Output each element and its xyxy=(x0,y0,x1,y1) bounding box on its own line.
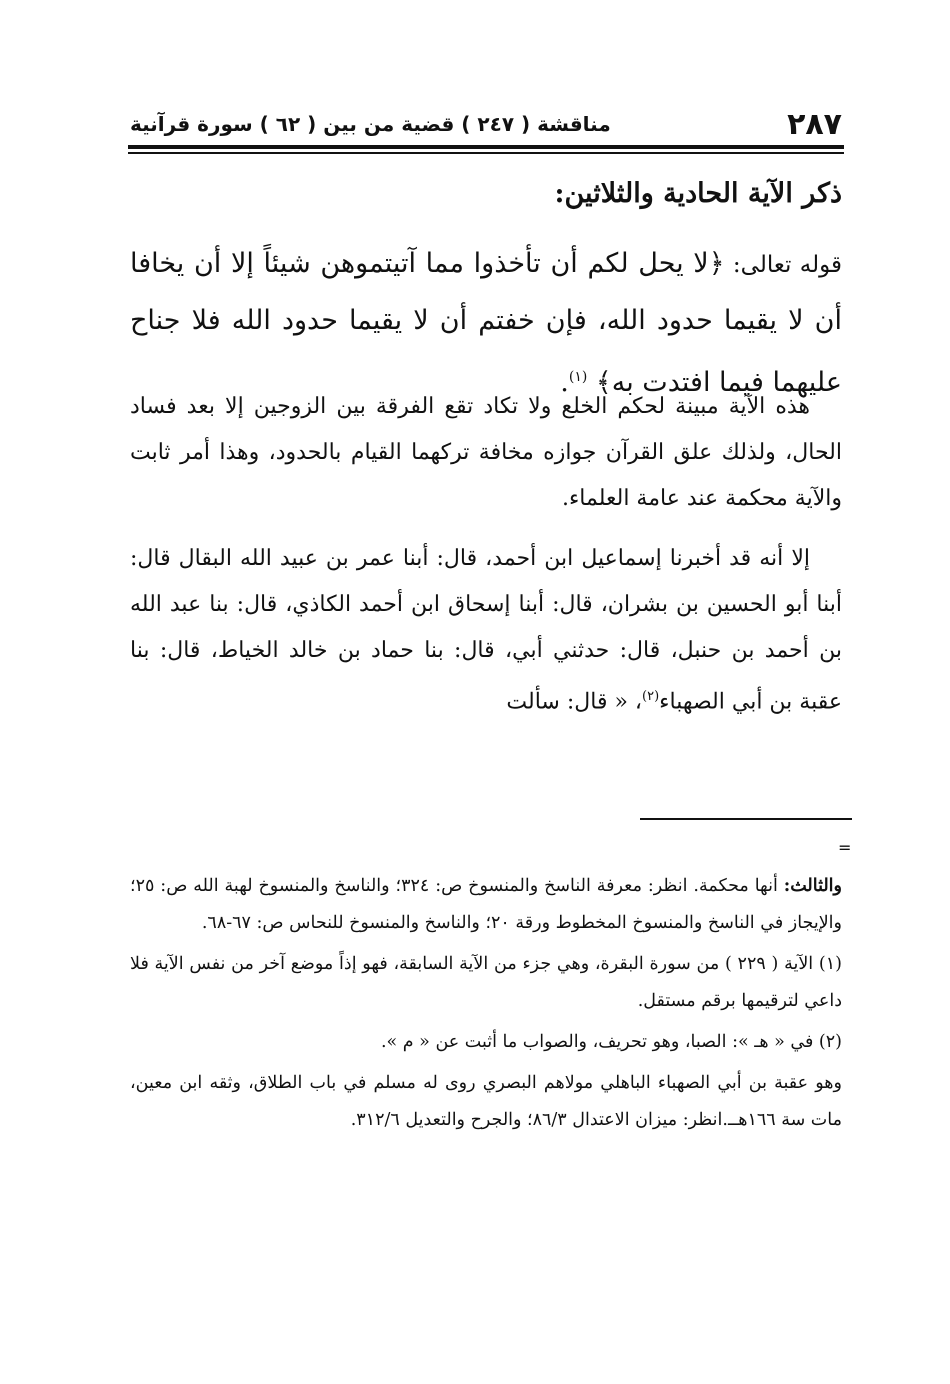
paragraph-2-part-a: إلا أنه قد أخبرنا إسماعيل ابن أحمد، قال: أبنا عمر بن عبيد الله البقال قال: أبنا أبو الحسين بن بشران، قال: أبنا إسحاق ابن أحمد الكاذي، قال: بنا عبد الله بن أحمد بن حنبل، قال: حدثني أبي، قال: بنا حماد بن خالد الخياط، قال: بنا عقبة بن أبي الصهباء xyxy=(130,546,842,715)
footnote-third xyxy=(130,868,842,942)
footnote-third-label: والثالث: xyxy=(783,876,842,896)
section-heading: ذكر الآية الحادية والثلاثين: xyxy=(554,178,842,209)
footnotes xyxy=(130,868,842,1143)
page-header xyxy=(130,106,842,142)
footnote-2: (٢) في « هـ »: الصبا، وهو تحريف، والصواب ما أثبت عن « م ». xyxy=(380,1032,842,1052)
paragraph-2-footnote-marker: (٢) xyxy=(642,689,660,704)
header-rule-thin xyxy=(128,152,844,154)
footnote-separator xyxy=(640,818,852,820)
paragraph-2-text xyxy=(130,536,842,725)
page-number: ٢٨٧ xyxy=(787,106,842,142)
verse-end: . xyxy=(560,367,569,398)
footnote-2-continuation: وهو عقبة بن أبي الصهباء الباهلي مولاهم البصري روى له مسلم في باب الطلاق، وثقه ابن معين، مات سة ١٦٦هــ.انظر: ميزان الاعتدال ٨٦/٣؛ والجرح والتعديل ٣١٢/٦. xyxy=(130,1073,842,1130)
body-paragraph-2 xyxy=(130,536,842,725)
paragraph-2-part-b: ، « قال: سألت xyxy=(506,689,643,715)
verse-footnote-marker: (١) xyxy=(568,369,588,385)
verse-close-bracket: ﴾ xyxy=(595,367,612,398)
verse-text: لا يحل لكم أن تأخذوا مما آتيتموهن شيئاً إلا أن يخافا أن لا يقيما حدود الله، فإن خفتم أن لا يقيما حدود الله فلا جناح عليهما فيما افتدت به xyxy=(130,248,842,398)
footnote-continuation-marker: = xyxy=(838,838,852,857)
verse-lead: قوله تعالى: xyxy=(724,252,842,278)
body-paragraph-1 xyxy=(130,384,842,522)
footnote-third-text: أنها محكمة. انظر: معرفة الناسخ والمنسوخ ص: ٣٢٤؛ والناسخ والمنسوخ لهبة الله ص: ٢٥؛ والإيجاز في الناسخ والمنسوخ المخطوط ورقة ٢٠؛ والناسخ والمنسوخ للنحاس ص: ٦٧-٦٨. xyxy=(130,876,842,933)
paragraph-1-text: هذه الآية مبينة لحكم الخلع ولا تكاد تقع الفرقة بين الزوجين إلا بعد فساد الحال، ولذلك علق القرآن جوازه مخافة تركهما القيام بالحدود، وهذا أمر ثابت والآية محكمة عند عامة العلماء. xyxy=(130,394,842,511)
footnote-1: (١) الآية ( ٢٢٩ ) من سورة البقرة، وهي جزء من الآية السابقة، فهو إذاً موضع آخر من نفس الآية فلا داعي لترقيمها برقم مستقل. xyxy=(130,954,842,1011)
running-title: مناقشة ( ٢٤٧ ) قضية من بين ( ٦٢ ) سورة قرآنية xyxy=(130,112,611,136)
header-rule-thick xyxy=(128,145,844,149)
verse-open-bracket: ﴿ xyxy=(708,248,725,279)
